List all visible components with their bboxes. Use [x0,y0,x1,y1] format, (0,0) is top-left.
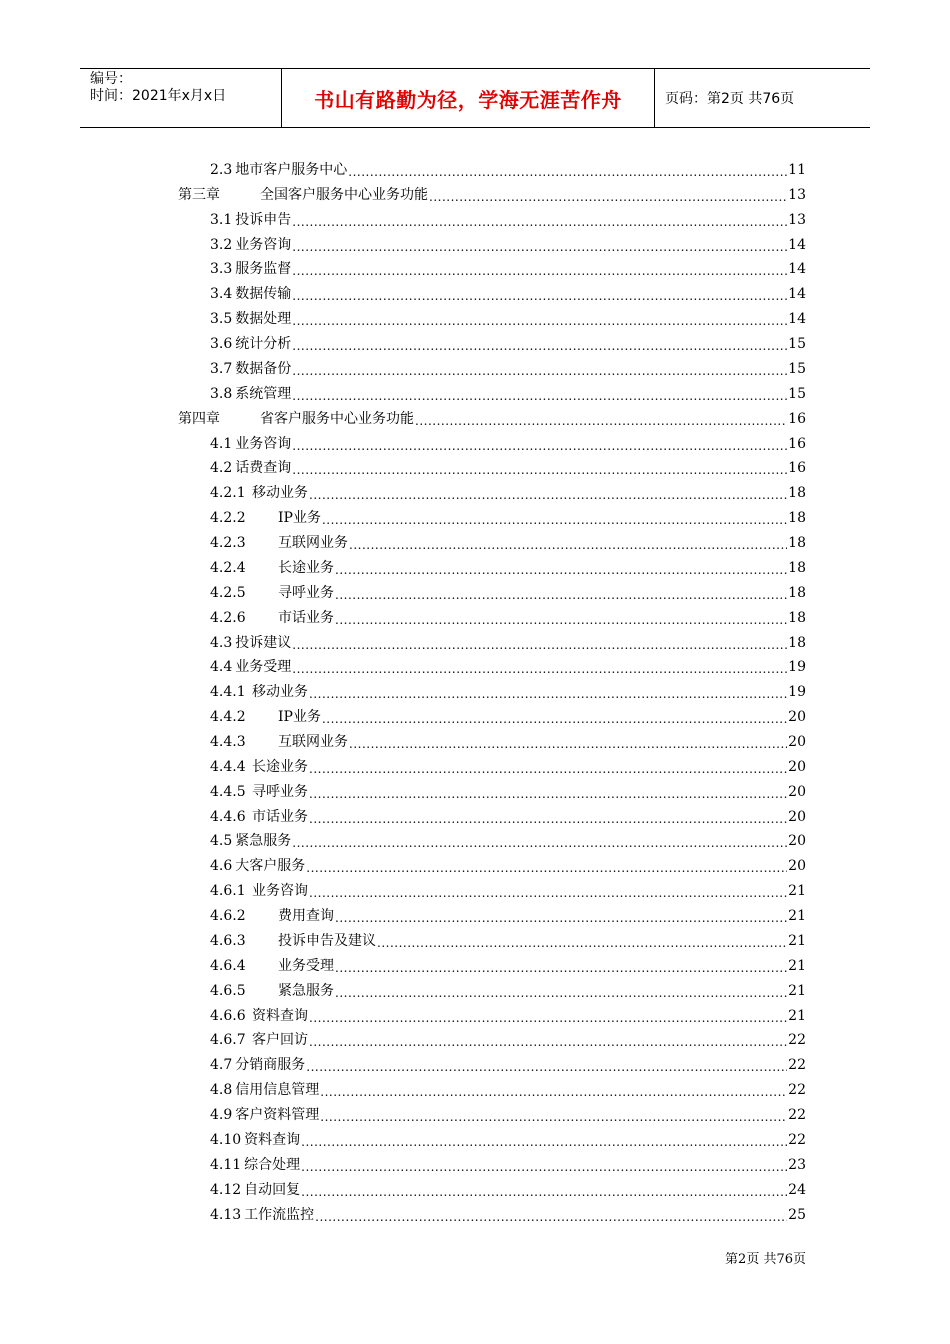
toc-entry[interactable] [210,702,806,726]
toc-entry-number: 4.9 [210,1107,233,1124]
toc-entry[interactable] [210,254,806,278]
toc-entry-number: 3.7 [210,360,233,377]
toc-entry-number: 4.6.6 [210,1007,246,1024]
toc-entry-page: 20 [788,709,806,726]
toc-entry-page: 21 [788,1007,806,1024]
toc-dot-leader [301,1181,787,1199]
toc-entry-title: IP业务 [278,510,321,527]
toc-entry-label [210,957,334,975]
toc-entry-page: 18 [788,634,806,651]
toc-entry-label [210,534,348,552]
toc-entry-label [210,459,291,477]
toc-entry[interactable] [210,1050,806,1074]
toc-entry-page: 14 [788,236,806,253]
toc-dot-leader [306,857,787,875]
toc-entry[interactable] [210,578,806,602]
toc-dot-leader [322,708,787,726]
toc-dot-leader [335,982,787,1000]
toc-entry-title: 大客户服务 [235,858,306,875]
toc-entry-title: 系统管理 [235,385,292,402]
toc-dot-leader [292,260,787,278]
toc-entry-page: 20 [788,833,806,850]
toc-entry-title: 业务咨询 [235,435,292,452]
toc-entry[interactable] [210,628,806,652]
toc-dot-leader [320,1106,787,1124]
toc-entry[interactable] [210,826,806,850]
toc-entry-page: 16 [788,460,806,477]
toc-dot-leader [292,310,787,328]
toc-entry-title: 业务受理 [278,957,334,974]
toc-entry-page: 19 [788,684,806,701]
toc-entry[interactable] [210,1025,806,1049]
toc-entry-page: 18 [788,510,806,527]
toc-entry-page: 22 [788,1057,806,1074]
toc-entry-title: 综合处理 [244,1156,301,1173]
toc-dot-leader [377,932,787,950]
toc-entry-label [210,658,291,676]
toc-entry-number: 4.4.4 [210,758,246,775]
toc-dot-leader [309,808,787,826]
toc-entry-label [178,410,414,428]
toc-entry-title: 数据传输 [235,286,292,303]
toc-entry-number: 3.8 [210,385,233,402]
toc-entry[interactable] [210,777,806,801]
toc-entry[interactable] [210,453,806,477]
header-motto: 书山有路勤为径，学海无涯苦作舟 [282,69,655,127]
toc-dot-leader [335,609,787,627]
toc-dot-leader [322,509,787,527]
toc-entry-label [210,360,291,378]
toc-entry-number: 4.13 [210,1206,242,1223]
toc-entry[interactable] [210,304,806,328]
toc-entry-title: 紧急服务 [278,982,334,999]
toc-entry-title: 工作流监控 [244,1206,315,1223]
toc-entry-number: 4.6.4 [210,957,246,974]
toc-entry-number: 4.4.3 [210,734,246,750]
toc-dot-leader [309,783,787,801]
toc-entry-title: 市话业务 [278,609,334,626]
toc-entry-label [210,260,291,278]
toc-entry-page: 20 [788,808,806,825]
toc-entry-number: 4.6 [210,858,233,875]
toc-dot-leader [349,733,787,751]
toc-entry-page: 21 [788,932,806,949]
toc-entry-page: 15 [788,360,806,377]
toc-entry-title: 费用查询 [278,908,334,925]
toc-entry[interactable] [210,329,806,353]
toc-entry-label [210,584,334,602]
toc-entry-number: 4.6.2 [210,908,246,925]
toc-entry-title: IP业务 [278,709,321,726]
toc-dot-leader [315,1206,787,1224]
toc-dot-leader [309,683,787,701]
toc-entry-label [210,1206,314,1224]
toc-entry-page: 14 [788,311,806,328]
toc-entry[interactable] [210,876,806,900]
toc-entry-number: 4.5 [210,833,233,850]
toc-entry[interactable] [210,503,806,527]
toc-entry-label [210,1007,308,1025]
toc-entry-number: 4.1 [210,435,233,452]
toc-dot-leader [415,410,787,428]
toc-dot-leader [292,236,787,254]
toc-dot-leader [292,360,787,378]
toc-entry-page: 18 [788,559,806,576]
toc-entry-number: 4.11 [210,1156,242,1173]
toc-entry-number: 4.2.3 [210,535,246,552]
toc-entry-page: 20 [788,734,806,750]
toc-entry-number: 第三章 [178,186,220,203]
toc-entry[interactable] [210,652,806,676]
toc-entry[interactable] [210,379,806,403]
toc-entry-label [210,1156,300,1174]
toc-entry-page: 18 [788,535,806,552]
toc-entry[interactable] [210,1075,806,1099]
toc-dot-leader [429,186,787,204]
toc-entry-page: 13 [788,211,806,228]
toc-entry-label [210,385,291,403]
toc-entry[interactable] [210,1125,806,1149]
toc-entry[interactable] [210,528,806,552]
toc-entry-title: 自动回复 [244,1181,301,1198]
toc-entry-page: 25 [788,1206,806,1223]
page-footer: 第2页 共76页 [725,1252,806,1267]
toc-dot-leader [301,1131,787,1149]
toc-entry[interactable] [210,951,806,975]
toc-dot-leader [309,882,787,900]
toc-entry-title: 互联网业务 [278,734,348,750]
toc-entry-title: 数据备份 [235,360,292,377]
toc-entry-number: 4.2.2 [210,510,246,527]
toc-entry-title: 紧急服务 [235,833,292,850]
toc-entry-label [210,758,308,776]
toc-entry-title: 投诉申告及建议 [278,932,376,949]
toc-dot-leader [349,534,787,552]
toc-entry-label [210,882,308,900]
toc-entry-label [210,1181,300,1199]
toc-dot-leader [292,385,787,403]
toc-entry-title: 长途业务 [278,559,334,576]
toc-entry-number: 2.3 [210,162,233,178]
toc-entry-page: 13 [788,186,806,203]
toc-entry-page: 22 [788,1032,806,1049]
toc-entry-number: 3.6 [210,336,233,353]
toc-entry-title: 省客户服务中心业务功能 [260,410,414,427]
toc-entry-page: 15 [788,336,806,353]
toc-entry[interactable] [210,1100,806,1124]
toc-entry-number: 4.4.5 [210,783,246,800]
toc-entry-title: 投诉申告 [235,211,292,228]
toc-entry-page: 19 [788,659,806,676]
toc-entry-title: 互联网业务 [278,535,348,552]
toc-entry[interactable] [210,279,806,303]
toc-entry[interactable] [210,429,806,453]
toc-entry-label [210,335,291,353]
toc-dot-leader [309,484,787,502]
toc-entry-label [210,484,308,502]
toc-dot-leader [292,658,787,676]
toc-entry-label [210,1056,305,1074]
toc-dot-leader [292,211,787,229]
toc-entry[interactable] [210,926,806,950]
toc-entry-label [210,907,334,925]
toc-entry-label [210,683,308,701]
toc-dot-leader [292,832,787,850]
toc-entry-label [210,1106,319,1124]
toc-dot-leader [309,1007,787,1025]
toc-entry-number: 4.2 [210,460,233,477]
toc-entry-number: 3.4 [210,286,233,303]
toc-entry-page: 21 [788,883,806,900]
toc-entry-label [210,932,376,950]
toc-entry-title: 资料查询 [252,1007,308,1024]
toc-entry-page: 23 [788,1156,806,1173]
toc-entry-number: 4.4 [210,659,233,676]
toc-entry-label [210,310,291,328]
toc-entry-label [210,285,291,303]
toc-entry-page: 18 [788,584,806,601]
toc-entry-number: 3.2 [210,236,233,253]
toc-entry-title: 资料查询 [244,1131,301,1148]
serial-label: 编号： [90,71,132,87]
toc-entry-title: 分销商服务 [235,1057,306,1074]
toc-entry-page: 24 [788,1181,806,1198]
toc-entry-page: 18 [788,609,806,626]
toc-entry-page: 20 [788,858,806,875]
toc-entry-number: 3.3 [210,261,233,278]
toc-entry-title: 地市客户服务中心 [235,162,348,178]
toc-entry-page: 20 [788,783,806,800]
header-page-label: 页码：第2页 共76页 [665,91,795,107]
toc-entry-page: 21 [788,957,806,974]
toc-dot-leader [348,161,787,179]
toc-entry[interactable] [210,603,806,627]
toc-entry[interactable] [210,553,806,577]
toc-entry-page: 14 [788,286,806,303]
time-label: 时间：2021年x月x日 [90,88,227,104]
toc-dot-leader [292,634,787,652]
toc-entry-title: 业务咨询 [252,883,308,900]
toc-entry-title: 业务咨询 [235,236,292,253]
toc-entry-page: 22 [788,1131,806,1148]
toc-entry-page: 22 [788,1107,806,1124]
toc-entry-title: 话费查询 [235,460,292,477]
toc-entry-page: 21 [788,908,806,925]
toc-entry-label [210,236,291,254]
toc-entry[interactable] [210,1150,806,1174]
toc-entry-page: 16 [788,410,806,427]
toc-entry[interactable] [210,155,806,179]
toc-dot-leader [335,584,787,602]
toc-entry[interactable] [210,727,806,751]
toc-entry-page: 14 [788,261,806,278]
toc-entry[interactable] [178,180,806,204]
toc-entry-number: 4.6.3 [210,932,246,949]
toc-entry-number: 4.6.5 [210,982,246,999]
toc-entry-number: 4.2.5 [210,584,246,601]
toc-entry-label [210,609,334,627]
toc-entry-label [210,211,291,229]
toc-entry[interactable] [210,1175,806,1199]
toc-entry-number: 4.4.1 [210,684,246,701]
toc-entry[interactable] [210,1001,806,1025]
toc-entry-title: 寻呼业务 [278,584,334,601]
toc-entry[interactable] [210,976,806,1000]
toc-dot-leader [292,335,787,353]
toc-entry-page: 21 [788,982,806,999]
toc-entry-title: 客户资料管理 [235,1107,320,1124]
toc-entry[interactable] [210,677,806,701]
toc-entry-label [210,832,291,850]
toc-entry-number: 4.6.1 [210,883,246,900]
toc-entry-title: 统计分析 [235,336,292,353]
toc-entry[interactable] [178,404,806,428]
toc-dot-leader [335,559,787,577]
toc-entry-label [210,559,334,577]
toc-entry-number: 第四章 [178,410,220,427]
toc-entry-label [210,1031,308,1049]
toc-entry-label [210,1131,300,1149]
toc-entry-label [210,161,347,179]
toc-entry-page: 11 [788,162,806,178]
toc-entry-page: 15 [788,385,806,402]
toc-dot-leader [335,957,787,975]
toc-entry[interactable] [210,205,806,229]
page-header [80,68,870,128]
toc-entry-page: 22 [788,1082,806,1099]
toc-dot-leader [292,435,787,453]
toc-entry-number: 3.1 [210,211,233,228]
toc-entry-number: 4.4.2 [210,709,246,726]
toc-entry-label [210,982,334,1000]
toc-entry[interactable] [210,802,806,826]
toc-entry-label [210,1081,319,1099]
toc-dot-leader [306,1056,787,1074]
toc-dot-leader [301,1156,787,1174]
toc-dot-leader [335,907,787,925]
toc-entry-label [210,634,291,652]
toc-entry-title: 全国客户服务中心业务功能 [260,186,428,203]
toc-entry[interactable] [210,901,806,925]
toc-entry-number: 4.2.4 [210,559,246,576]
toc-entry-number: 4.6.7 [210,1032,246,1049]
toc-entry-number: 4.8 [210,1082,233,1099]
toc-entry[interactable] [210,230,806,254]
toc-entry-label [210,808,308,826]
toc-entry[interactable] [210,354,806,378]
toc-dot-leader [292,285,787,303]
header-meta [80,69,282,127]
toc-entry-label [210,857,305,875]
toc-entry-title: 市话业务 [252,808,308,825]
toc-entry-title: 投诉建议 [235,634,292,651]
toc-entry-title: 寻呼业务 [252,783,308,800]
toc-entry-title: 移动业务 [252,485,308,502]
toc-entry-number: 4.12 [210,1181,242,1198]
toc-dot-leader [309,758,787,776]
toc-entry-label [210,733,348,751]
toc-entry-title: 信用信息管理 [235,1082,320,1099]
toc-entry-number: 4.3 [210,634,233,651]
toc-entry-title: 长途业务 [252,758,308,775]
toc-entry-title: 移动业务 [252,684,308,701]
toc-entry-number: 4.7 [210,1057,233,1074]
toc-entry[interactable] [210,478,806,502]
toc-entry-number: 4.2.1 [210,485,246,502]
toc-entry-page: 16 [788,435,806,452]
toc-entry-page: 18 [788,485,806,502]
toc-entry-title: 业务受理 [235,659,292,676]
toc-entry[interactable] [210,851,806,875]
toc-entry-label [178,186,428,204]
toc-dot-leader [309,1031,787,1049]
toc-entry-label [210,708,321,726]
toc-entry-number: 4.2.6 [210,609,246,626]
toc-entry-label [210,509,321,527]
toc-entry-number: 3.5 [210,311,233,328]
toc-entry-number: 4.4.6 [210,808,246,825]
toc-entry-title: 服务监督 [235,261,292,278]
toc-entry-title: 客户回访 [252,1032,308,1049]
toc-entry-number: 4.10 [210,1131,242,1148]
toc-entry[interactable] [210,1200,806,1224]
toc-dot-leader [292,459,787,477]
toc-entry-label [210,783,308,801]
toc-entry-title: 数据处理 [235,311,292,328]
toc-entry-label [210,435,291,453]
toc-entry[interactable] [210,752,806,776]
toc-dot-leader [320,1081,787,1099]
toc-entry-page: 20 [788,758,806,775]
